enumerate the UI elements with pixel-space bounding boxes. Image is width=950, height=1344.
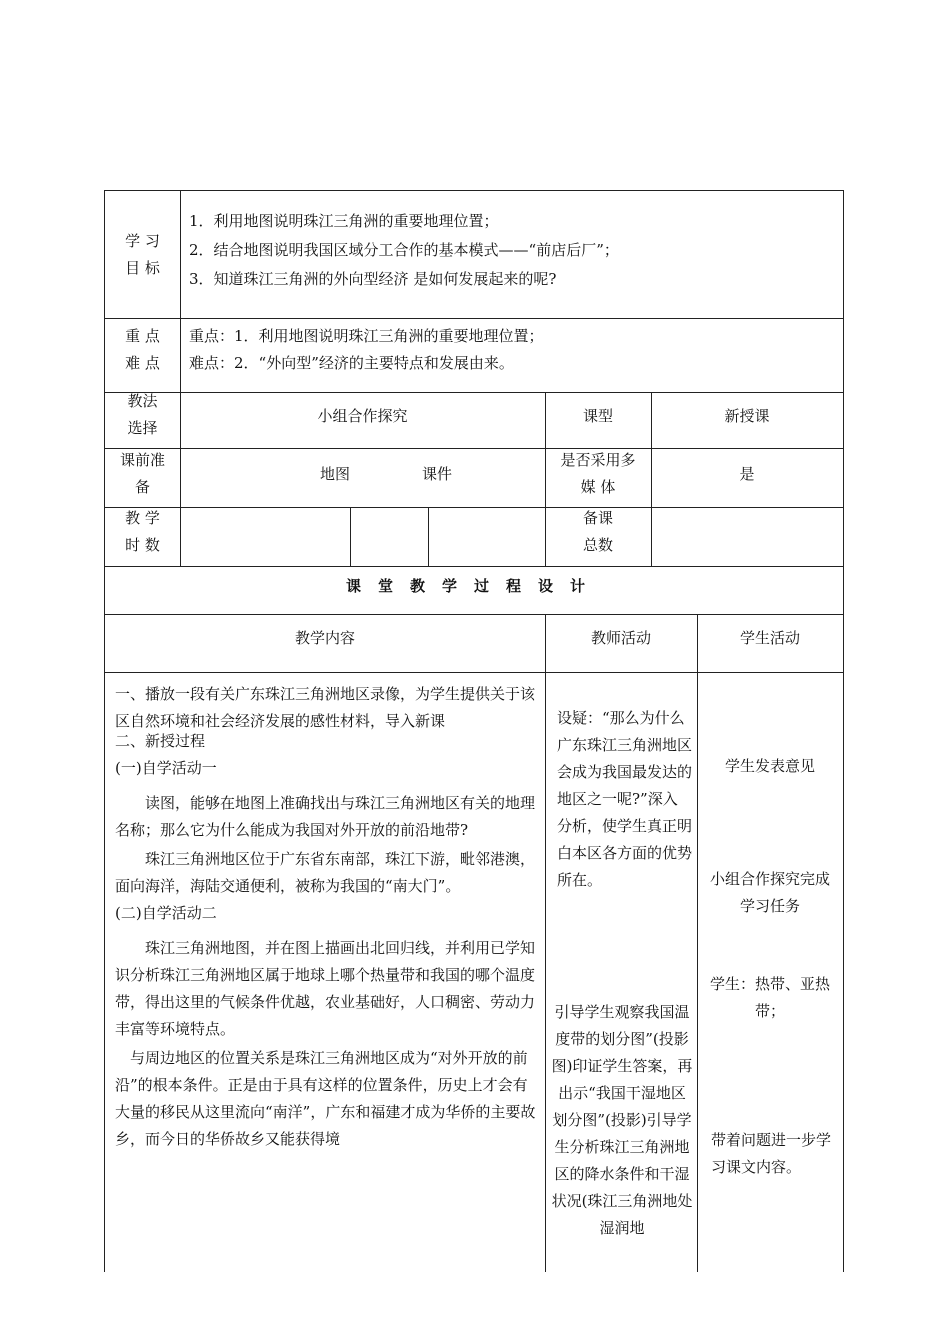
row-divider <box>105 566 843 567</box>
content-paragraph: 二、新授过程 <box>115 732 206 750</box>
lesson-plan-table <box>104 190 844 1272</box>
objective-item: 3．知道珠江三角洲的外向型经济 是如何发展起来的呢? <box>189 270 557 288</box>
header-student: 学生活动 <box>739 629 800 647</box>
total-label-line2: 总数 <box>582 536 613 554</box>
col-divider <box>697 614 698 1272</box>
process-title: 课堂教学过程设计 <box>345 577 602 595</box>
teaching-content <box>115 681 539 1153</box>
hours-label-line2: 时 数 <box>125 536 160 554</box>
prep-item-map: 地图 <box>320 465 351 483</box>
content-paragraph: 珠江三角洲地区位于广东省东南部，珠江下游，毗邻港澳，面向海洋，海陆交通便利，被称为我国的“南大门”。 <box>115 850 536 895</box>
lesson-type-label: 课型 <box>582 407 613 425</box>
row-divider <box>105 448 843 449</box>
key-difficulty: 难点：2．“外向型”经济的主要特点和发展由来。 <box>189 354 514 372</box>
objectives-label-line1: 学 习 <box>125 232 160 250</box>
method-value: 小组合作探究 <box>317 407 408 425</box>
keypoints-label-line2: 难 点 <box>125 354 160 372</box>
keypoints-label <box>105 323 180 377</box>
preparation-label-line1: 课前准 <box>119 451 165 469</box>
objective-item: 2．结合地图说明我国区域分工合作的基本模式——“前店后厂”； <box>189 241 619 259</box>
total-label-line1: 备课 <box>582 509 613 527</box>
method-label-line1: 教法 <box>127 392 158 410</box>
content-paragraph: 一、播放一段有关广东珠江三角洲地区录像，为学生提供关于该区自然环境和社会经济发展的感性材料，导入新课 <box>115 685 536 730</box>
col-divider <box>428 507 429 566</box>
teacher-activity-2: 引导学生观察我国温度带的划分图”(投影图)印证学生答案，再出示“我国干湿地区划分图”(投影)引导学生分析珠江三角洲地区的降水条件和干湿状况(珠江三角洲地处湿润地 <box>551 1003 693 1237</box>
multimedia-value: 是 <box>739 465 755 483</box>
keypoints-text <box>189 323 839 377</box>
method-label <box>105 388 180 442</box>
objectives-label <box>105 228 180 282</box>
col-divider <box>180 191 181 566</box>
content-paragraph: 与周边地区的位置关系是珠江三角洲地区成为“对外开放的前沿”的根本条件。正是由于具有这样的位置条件，历史上才会有大量的移民从这里流向“南洋”，广东和福建才成为华侨的主要故乡，而今日的华侨故乡又能获得境 <box>115 1049 536 1148</box>
total-label <box>545 505 651 559</box>
col-divider <box>545 614 546 1272</box>
multimedia-label-line1: 是否采用多 <box>560 451 636 469</box>
header-content: 教学内容 <box>294 629 355 647</box>
content-paragraph: (一)自学活动一 <box>115 759 217 777</box>
content-paragraph: 读图，能够在地图上准确找出与珠江三角洲地区有关的地理名称；那么它为什么能成为我国对外开放的前沿地带? <box>115 794 536 839</box>
key-focus: 重点：1．利用地图说明珠江三角洲的重要地理位置； <box>189 327 544 345</box>
content-paragraph: (二)自学活动二 <box>115 904 217 922</box>
multimedia-label <box>545 447 651 501</box>
objectives-label-line2: 目 标 <box>125 259 160 277</box>
teacher-activity-1: 设疑：“那么为什么广东珠江三角洲地区会成为我国最发达的地区之一呢?”深入分析，使学生真正明白本区各方面的优势所在。 <box>557 709 693 889</box>
preparation-label-line2: 备 <box>134 478 150 496</box>
hours-label-line1: 教 学 <box>125 509 160 527</box>
row-divider <box>105 318 843 319</box>
student-activity-4: 带着问题进一步学习课文内容。 <box>711 1131 832 1176</box>
keypoints-label-line1: 重 点 <box>125 327 160 345</box>
col-divider <box>350 507 351 566</box>
hours-label <box>105 505 180 559</box>
objectives-list <box>189 207 839 294</box>
preparation-label <box>105 447 180 501</box>
student-activity-3: 学生：热带、亚热带； <box>709 975 830 1020</box>
content-paragraph: 珠江三角洲地图，并在图上描画出北回归线，并利用已学知识分析珠江三角洲地区属于地球上哪个热量带和我国的哪个温度带，得出这里的气候条件优越，农业基础好，人口稠密、劳动力丰富等环境特点。 <box>115 939 536 1038</box>
lesson-type-value: 新授课 <box>724 407 770 425</box>
header-teacher: 教师活动 <box>590 629 651 647</box>
method-label-line2: 选择 <box>127 419 158 437</box>
row-divider <box>105 392 843 393</box>
student-activity-2: 小组合作探究完成学习任务 <box>709 870 830 915</box>
prep-item-courseware: 课件 <box>422 465 453 483</box>
row-divider <box>105 614 843 615</box>
objective-item: 1．利用地图说明珠江三角洲的重要地理位置； <box>189 212 499 230</box>
multimedia-label-line2: 媒 体 <box>580 478 616 496</box>
student-activity-1: 学生发表意见 <box>724 757 815 775</box>
row-divider <box>105 507 843 508</box>
row-divider <box>105 672 843 673</box>
